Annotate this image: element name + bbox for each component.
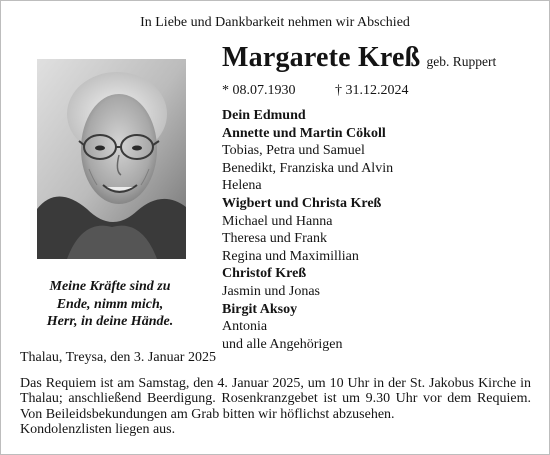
notice-line: Das Requiem ist am Samstag, den 4. Januar 2025, um 10 Uhr in der St. Jakobus Kirche in xyxy=(20,376,531,391)
funeral-notice xyxy=(20,376,531,438)
notice-line: Thalau; anschließend Beerdigung. Rosenkranzgebet ist um 9.30 Uhr vor dem Requiem. xyxy=(20,391,531,407)
header-text: In Liebe und Dankbarkeit nehmen wir Abschied xyxy=(140,15,410,30)
maiden-name: geb. Ruppert xyxy=(426,54,497,69)
life-dates xyxy=(222,82,409,100)
deceased-name: Margarete Kreß xyxy=(222,42,421,73)
survivor-line: Christof Kreß xyxy=(222,266,307,282)
survivor-line: Michael und Hanna xyxy=(222,213,333,229)
survivor-line: Theresa und Frank xyxy=(222,231,327,247)
quote-line: Herr, in deine Hände. xyxy=(46,314,174,329)
place-and-date: Thalau, Treysa, den 3. Januar 2025 xyxy=(20,350,216,365)
quote-line: Meine Kräfte sind zu xyxy=(49,279,171,294)
survivor-line: Dein Edmund xyxy=(222,108,306,123)
survivor-line: und alle Angehörigen xyxy=(222,336,343,352)
survivors-list xyxy=(222,107,393,353)
survivor-line: Antonia xyxy=(222,319,268,335)
notice-line: Kondolenzlisten liegen aus. xyxy=(20,422,176,438)
survivor-line: Annette und Martin Cökoll xyxy=(222,125,386,141)
survivor-line: Tobias, Petra und Samuel xyxy=(222,143,365,159)
survivor-line: Birgit Aksoy xyxy=(222,301,298,317)
memorial-quote xyxy=(20,278,200,331)
survivor-line: Helena xyxy=(222,178,262,194)
survivor-line: Benedikt, Franziska und Alvin xyxy=(222,160,394,176)
birth-date: * 08.07.1930 xyxy=(222,83,296,98)
survivor-line: Regina und Maximillian xyxy=(222,248,359,264)
survivor-line: Wigbert und Christa Kreß xyxy=(222,195,382,211)
survivor-line: Jasmin und Jonas xyxy=(222,283,320,299)
quote-line: Ende, nimm mich, xyxy=(56,296,164,312)
portrait-photo xyxy=(37,59,186,259)
deceased-name-block xyxy=(222,42,496,74)
death-date: † 31.12.2024 xyxy=(335,83,409,98)
notice-line: Von Beileidsbekundungen am Grab bitten wir höflichst abzusehen. xyxy=(20,406,395,422)
